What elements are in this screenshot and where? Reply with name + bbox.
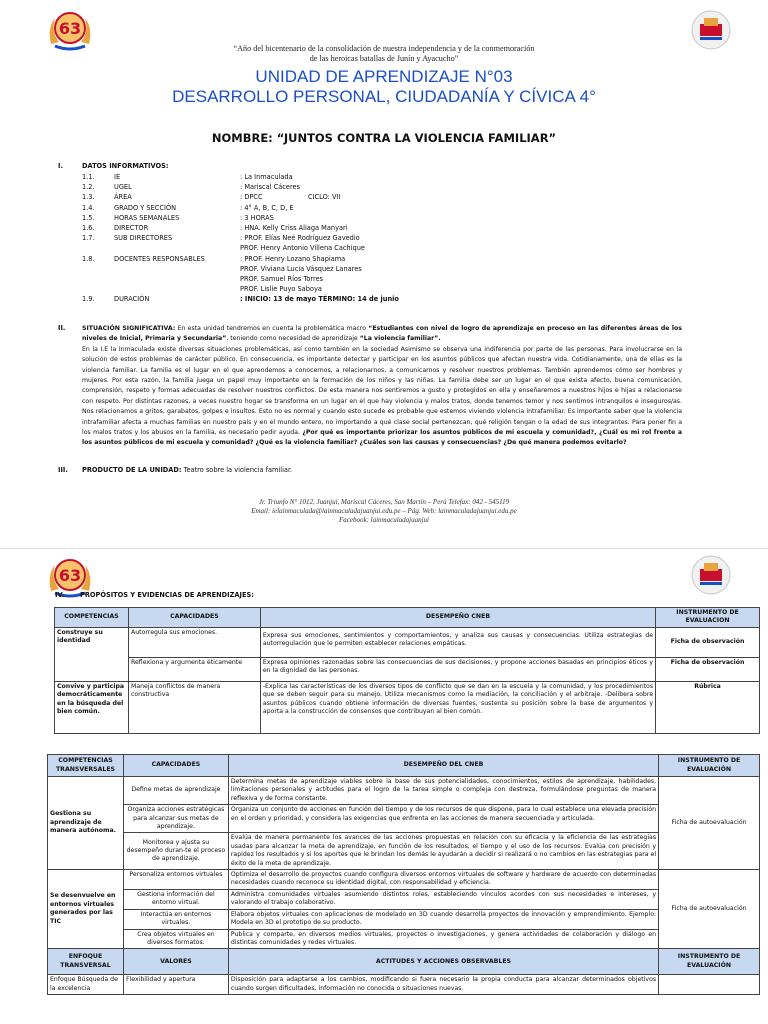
info-num: 1.4.: [82, 203, 95, 212]
table-row: [55, 627, 760, 657]
desempeno-cell: Administra comunidades virtuales asumiendo distintos roles, estableciendo vínculos acordes con sus necesidades e intereses, y valorando el trabajo colaborativo.: [228, 889, 658, 909]
instrumento-cell: Ficha de autoevaluación: [659, 777, 760, 870]
info-num: 1.6.: [82, 223, 95, 232]
producto-label: PRODUCTO DE LA UNIDAD:: [82, 466, 182, 474]
info-row: [82, 264, 582, 274]
capacidad-cell: Monitorea y ajusta su desempeño duran-te el proceso de aprendizaje.: [123, 833, 228, 870]
info-row: [82, 233, 582, 243]
capacidad-cell: Gestiona información del entorno virtual.: [123, 889, 228, 909]
capacidad-cell: Autorregula sus emociones.: [128, 627, 260, 657]
desempeno-cell: -Explica las características de los diversos tipos de conflicto que se dan en la escuela y la comunidad, y los procedimientos que se deben seguir para su manejo. Utiliza mecanismos como la mediación, la conciliación y el arbitraje. -Delibera sobre asuntos públicos cuando obtiene información de diversas fuentes, sustenta su posición sobre la base de argumentos y aporta a la construcción de consensos que contribuyan al bien común.: [260, 681, 655, 733]
course-title: DESARROLLO PERSONAL, CIUDADANÍA Y CÍVICA 4°: [172, 87, 596, 106]
year-note-line-2: de las heroicas batallas de Junín y Ayacucho”: [309, 54, 459, 63]
info-value: PROF. Viviana Lucia Vásquez Lanares: [240, 264, 362, 273]
info-row: [82, 223, 582, 233]
actitud-cell: Disposición para adaptarse a los cambios, modificando si fuera necesario la propia conducta para alcanzar determinados objetivos cuando surgen dificultades, información no conocida o situaciones nuevas.: [228, 975, 658, 995]
header-capacidades: CAPACIDADES: [128, 608, 260, 628]
footer-address: Jr. Triunfo N° 1012, Juanjuí, Mariscal Cáceres, San Martín – Perú Telefax: 042 - 545119: [258, 498, 510, 506]
page-footer: [150, 498, 618, 526]
competencia-cell: Se desenvuelve en entornos virtuales generados por las TIC: [48, 870, 124, 949]
situation-intro-2: , teniendo como necesidad de aprendizaje: [226, 335, 360, 343]
capacidad-cell: Reflexiona y argumenta éticamente: [128, 657, 260, 681]
info-value: : La Inmaculada: [240, 173, 293, 181]
header-instrumento: INSTRUMENTO DE EVALUACION: [656, 608, 760, 628]
datos-informativos: [82, 172, 582, 304]
info-label: SUB DIRECTORES: [114, 234, 173, 243]
info-row: [82, 182, 582, 192]
table-row: [48, 889, 760, 909]
enfoque-cell: Enfoque Búsqueda de la excelencia: [48, 975, 124, 995]
info-value: : HNA. Kelly Criss Aliaga Manyari: [240, 223, 348, 232]
section-2-number: II.: [58, 324, 66, 332]
desempeno-cell: Elabora objetos virtuales con aplicaciones de modelado en 3D cuando desarrolla proyectos de innovación y emprendimiento. Ejemplo: Modela en 3D el prototipo de su producto.: [228, 909, 658, 929]
valor-cell: Flexibilidad y apertura: [123, 975, 228, 995]
section-4-number: IV.: [55, 591, 65, 599]
instrumento-cell: Ficha de observación: [656, 657, 760, 681]
table-row: [55, 681, 760, 733]
header-valores: VALORES: [123, 949, 228, 975]
desempeno-cell: Organiza un conjunto de acciones en función del tiempo y de los recursos de que dispone, para lo cual establece una elevada precisión en el orden y prioridad, y considera las exigencias que enfrenta en las acciones de manera secuenciada y articulada.: [228, 805, 658, 833]
situation-macro: “Estudiantes con nivel de logro de aprendizaje en proceso en las diferentes áreas de los niveles de Inicial, Primaria y Secundaria”: [82, 325, 682, 343]
instrumento-cell: Ficha de autoevaluación: [659, 870, 760, 949]
section-1-number: I.: [58, 162, 63, 170]
table-header-row: [48, 949, 760, 975]
info-value: : PROF. Elías Neé Rodríguez Gavedio: [240, 234, 360, 243]
info-num: 1.9.: [82, 295, 95, 304]
info-row: [82, 294, 582, 304]
section-4-title: PROPÓSITOS Y EVIDENCIAS DE APRENDIZAJES:: [80, 591, 254, 599]
info-ciclo: CICLO: VII: [308, 193, 341, 202]
info-row: [82, 243, 582, 253]
capacidad-cell: Maneja conflictos de manera constructiva: [128, 681, 260, 733]
desempeno-cell: Expresa sus emociones, sentimientos y comportamientos, y analiza sus causas y consecuencias. Utiliza estrategias de autorregulación que le permiten establecer relaciones empáticas.: [260, 627, 655, 657]
unit-name: NOMBRE: “JUNTOS CONTRA LA VIOLENCIA FAMILIAR”: [211, 131, 557, 145]
table-row: [55, 657, 760, 681]
competencias-table: [54, 607, 760, 734]
info-label: DIRECTOR: [114, 223, 149, 232]
info-label: IE: [114, 173, 121, 181]
info-value: : INICIO: 13 de mayo TÉRMINO: 14 de junio: [240, 295, 399, 304]
year-note: [110, 44, 658, 64]
capacidad-cell: Crea objetos virtuales en diversos formatos.: [123, 929, 228, 949]
info-value: PROF. Lislie Puyo Saboya: [240, 285, 322, 294]
info-value: : 4° A, B, C, D, E: [240, 203, 294, 212]
competencia-cell: Construye su identidad: [55, 627, 129, 681]
info-label: ÁREA: [114, 193, 132, 202]
table-header-row: [48, 755, 760, 777]
info-row: [82, 192, 582, 202]
info-label: UGEL: [114, 183, 132, 192]
situation-label: SITUACIÓN SIGNIFICATIVA:: [82, 325, 176, 332]
footer-facebook: Facebook: lainmaculadajuanjui: [338, 516, 429, 525]
desempeno-cell: Evalúa de manera permanente los avances de las acciones propuestas en relación con su eficacia y la eficiencia de las estrategias usadas para alcanzar la meta de aprendizaje, en función de los resultados, el tiempo y el uso de los recursos. Evalúa con precisión y rapidez los resultados y si los aportes que le brindan los demás le ayudarán a decidir si realizará o no cambios en las estrategias para el éxito de la meta de aprendizaje.: [228, 833, 658, 870]
info-value: PROF. Samuel Ríos Torres: [240, 274, 324, 283]
section-3-number: III.: [58, 466, 68, 474]
year-note-line-1: “Año del bicentenario de la consolidación de nuestra independencia y de la conmemoración: [233, 44, 535, 53]
info-label: DURACIÓN: [114, 295, 150, 304]
info-num: 1.8.: [82, 254, 95, 263]
info-row: [82, 274, 582, 284]
table-row: [48, 929, 760, 949]
info-label: DOCENTES RESPONSABLES: [114, 254, 205, 263]
header-desempeno: DESEMPEÑO CNEB: [260, 608, 655, 628]
info-row: [82, 284, 582, 294]
desempeno-cell: Optimiza el desarrollo de proyectos cuando configura diversos entornos virtuales de software y hardware de acuerdo con determinadas necesidades cuando reconoce su identidad digital, con responsabilidad y eficiencia.: [228, 870, 658, 890]
info-row: [82, 213, 582, 223]
header-competencias-transversales: COMPETENCIAS TRANSVERSALES: [48, 755, 124, 777]
info-value: PROF. Henry Antonio Villena Cachique: [240, 244, 365, 253]
table-row: [48, 975, 760, 995]
competencia-cell: Gestiona su aprendizaje de manera autónoma.: [48, 777, 124, 870]
svg-text:63: 63: [58, 566, 82, 585]
capacidad-cell: Organiza acciones estratégicas para alcanzar sus metas de aprendizaje.: [123, 805, 228, 833]
situation-need: “La violencia familiar”.: [359, 335, 441, 343]
header-competencias: COMPETENCIAS: [55, 608, 129, 628]
situation-intro: En esta unidad tendremos en cuenta la problemática macro: [175, 325, 369, 332]
table-row: [48, 777, 760, 805]
section-1-title: DATOS INFORMATIVOS:: [82, 162, 169, 170]
info-num: 1.7.: [82, 234, 95, 243]
table-row: [48, 909, 760, 929]
info-value: : 3 HORAS: [240, 213, 274, 222]
situation-questions: ¿Por qué es importante priorizar los asuntos públicos de mi escuela y comunidad?, ¿Cuál es mi rol frente a los asuntos públicos de mi escuela y comunidad? ¿Qué es la violencia familiar? ¿Cuáles son las causas y consecuencias? ¿De qué manera podemos evitarlo?: [82, 429, 682, 447]
page-2: [0, 548, 768, 1024]
header-enfoque: ENFOQUE TRANSVERSAL: [48, 949, 124, 975]
info-label: GRADO Y SECCIÓN: [114, 203, 177, 212]
info-row: [82, 254, 582, 264]
school-crest-logo: [688, 555, 734, 595]
capacidad-cell: Personaliza entornos virtuales: [123, 870, 228, 890]
info-value: : PROF. Henry Lozano Shapiama: [240, 254, 346, 263]
desempeno-cell: Expresa opiniones razonadas sobre las consecuencias de sus decisiones, y propone acciones basadas en principios éticos y en la dignidad de las personas.: [260, 657, 655, 681]
competencia-cell: Convive y participa democráticamente en la búsqueda del bien común.: [55, 681, 129, 733]
situacion-significativa: [82, 324, 682, 449]
capacidad-cell: Interactúa en entornos virtuales.: [123, 909, 228, 929]
header-instrumento: INSTRUMENTO DE EVALUACIÓN: [659, 949, 760, 975]
info-num: 1.1.: [82, 173, 95, 181]
table-row: [48, 870, 760, 890]
situation-body: En la I.E la Inmaculada existe diversas situaciones problemáticas, así como también en la sociedad Asimismo se observa una indiferencia por parte de las personas. Para involucrarse en la solución de estos problemas de carácter público. En consecuencia, es importante detectar y participar en los asuntos públicos que afectan nuestra vida. Cotidianamente, una de ellas es la violencia familiar. La familia es el lugar en el que aprendemos a conocernos, a relacionarnos, a comunicarnos y resolver nuestros problemas. También aprendemos cómo ser hombres y mujeres. Por esta razón, la familia juega un papel muy importante en la formación de los niños y las niñas. La familia debe ser un lugar en el que exista afecto, buena comunicación, comprensión, respeto y formas adecuadas de resolver nuestros conflictos. De esta manera nos sentiremos a gusto y protegidos en ella y enseñaremos a nuestros hijos e hijas a relacionarse con respeto. Por distintas razones, a veces nuestro hogar se transforma en un lugar en el que hay violencia y malos tratos, donde tenemos temor y nos sentimos intranquilos e inseguros/as. Nos relacionamos a gritos, garabatos, golpes e insultos. Esto no es normal y cuando esto sucede es probable que estemos viviendo violencia intrafamiliar. Es importante saber que la violencia intrafamiliar afecta a muchas familias en nuestro país y en el mundo entero, no importando a qué clase social pertenezcan, qué religión tengan o la edad de sus integrantes. Para poner fin a los malos tratos y los abusos en la familia, es necesario pedir ayuda.: [82, 345, 682, 437]
instrumento-cell: Ficha de observación: [656, 627, 760, 657]
info-row: [82, 203, 582, 213]
header-actitudes: ACTITUDES Y ACCIONES OBSERVABLES: [228, 949, 658, 975]
capacidad-cell: Define metas de aprendizaje: [123, 777, 228, 805]
info-value: : Mariscal Cáceres: [240, 183, 301, 192]
info-num: 1.2.: [82, 183, 95, 192]
header-instrumento: INSTRUMENTO DE EVALUACIÓN: [659, 755, 760, 777]
desempeno-cell: Publica y comparte, en diversos medios virtuales, proyectos o investigaciones, y genera actividades de colaboración y diálogo en distintas comunidades y redes virtuales.: [228, 929, 658, 949]
table-row: [48, 805, 760, 833]
desempeno-cell: Determina metas de aprendizaje viables sobre la base de sus potencialidades, conocimientos, estilos de aprendizaje, habilidades, limitaciones personales y actitudes para el logro de la tarea simple o compleja con destreza, formulándose preguntas de manera reflexiva y de forma constante.: [228, 777, 658, 805]
unit-title: UNIDAD DE APRENDIZAJE N°03: [255, 67, 513, 86]
svg-text:63: 63: [58, 19, 82, 38]
info-label: HORAS SEMANALES: [114, 213, 180, 222]
info-num: 1.3.: [82, 193, 95, 202]
info-value: : DPCC: [240, 193, 263, 202]
header-capacidades: CAPACIDADES: [123, 755, 228, 777]
table-header-row: [55, 608, 760, 628]
header-desempeno-cneb: DESEMPEÑO DEL CNEB: [228, 755, 658, 777]
producto-value: Teatro sobre la violencia familiar.: [181, 466, 293, 474]
producto-unidad: [82, 466, 292, 474]
info-row: [82, 172, 582, 182]
school-anniversary-logo: [45, 6, 95, 52]
info-num: 1.5.: [82, 213, 95, 222]
instrumento-cell: [659, 975, 760, 995]
school-crest-logo: [688, 10, 734, 50]
competencias-transversales-table: [47, 754, 760, 995]
instrumento-cell: Rúbrica: [656, 681, 760, 733]
footer-email: Email: ielainmaculada@lainmaculadajuanjui.edu.pe – Pág. Web: lainmaculadajuanjui.edu.pe: [251, 507, 517, 516]
table-row: [48, 833, 760, 870]
